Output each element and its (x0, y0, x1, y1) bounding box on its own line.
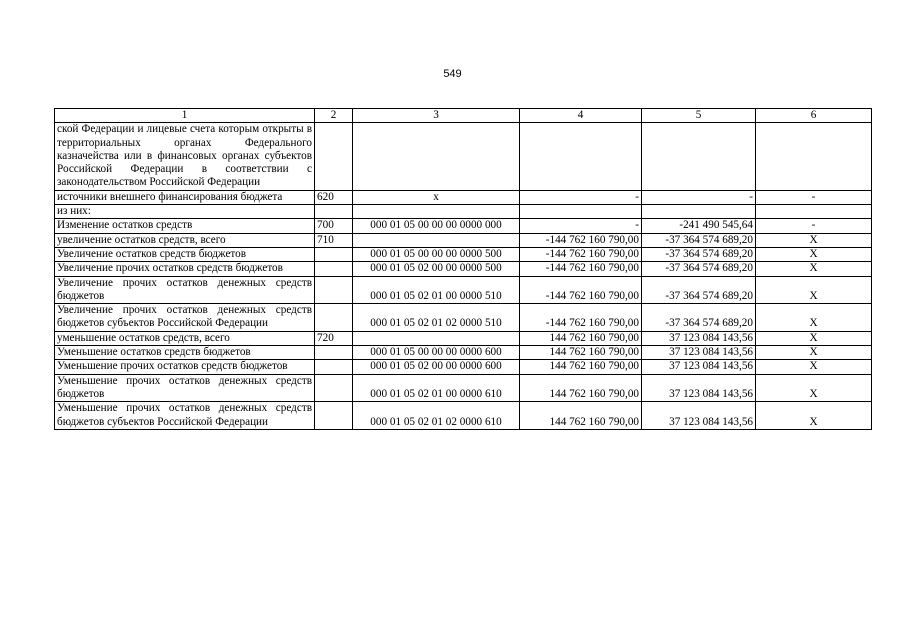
indicator-name: Уменьшение прочих остатков средств бюджетов (55, 360, 315, 374)
indicator-name: Уменьшение прочих остатков денежных средств бюджетов (55, 374, 315, 402)
line-code: 720 (315, 331, 353, 345)
classification-code (353, 205, 520, 219)
table-row (55, 374, 872, 402)
classification-code: 000 01 05 02 00 00 0000 500 (353, 262, 520, 276)
classification-code (353, 233, 520, 247)
unexecuted-amount: X (756, 360, 872, 374)
table-row (55, 219, 872, 233)
executed-amount (642, 205, 756, 219)
unexecuted-amount: X (756, 304, 872, 332)
column-header: 1 (55, 109, 315, 123)
indicator-name: Изменение остатков средств (55, 219, 315, 233)
classification-code: 000 01 05 00 00 00 0000 600 (353, 346, 520, 360)
line-code (315, 374, 353, 402)
classification-code: 000 01 05 02 01 00 0000 610 (353, 374, 520, 402)
classification-code: 000 01 05 00 00 00 0000 000 (353, 219, 520, 233)
line-code (315, 304, 353, 332)
line-code (315, 123, 353, 190)
table-row (55, 190, 872, 204)
approved-amount: -144 762 160 790,00 (520, 262, 642, 276)
table-row (55, 360, 872, 374)
table-body (55, 123, 872, 430)
indicator-name: из них: (55, 205, 315, 219)
column-header: 2 (315, 109, 353, 123)
budget-sources-table (54, 108, 872, 430)
executed-amount: 37 123 084 143,56 (642, 346, 756, 360)
approved-amount: -144 762 160 790,00 (520, 276, 642, 304)
page-number: 549 (443, 68, 462, 80)
line-code (315, 247, 353, 261)
executed-amount: -37 364 574 689,20 (642, 233, 756, 247)
classification-code: x (353, 190, 520, 204)
executed-amount (642, 123, 756, 190)
unexecuted-amount: X (756, 262, 872, 276)
line-code (315, 276, 353, 304)
table-row (55, 276, 872, 304)
column-header: 5 (642, 109, 756, 123)
unexecuted-amount: X (756, 331, 872, 345)
classification-code (353, 123, 520, 190)
indicator-name: Увеличение прочих остатков денежных средств бюджетов (55, 276, 315, 304)
line-code: 700 (315, 219, 353, 233)
unexecuted-amount: X (756, 233, 872, 247)
table-row (55, 331, 872, 345)
classification-code: 000 01 05 02 01 02 0000 510 (353, 304, 520, 332)
executed-amount: -241 490 545,64 (642, 219, 756, 233)
line-code (315, 205, 353, 219)
line-code (315, 346, 353, 360)
column-header: 3 (353, 109, 520, 123)
classification-code: 000 01 05 02 01 00 0000 510 (353, 276, 520, 304)
classification-code: 000 01 05 02 00 00 0000 600 (353, 360, 520, 374)
executed-amount: 37 123 084 143,56 (642, 374, 756, 402)
executed-amount: -37 364 574 689,20 (642, 304, 756, 332)
approved-amount: 144 762 160 790,00 (520, 360, 642, 374)
unexecuted-amount: X (756, 276, 872, 304)
approved-amount: 144 762 160 790,00 (520, 374, 642, 402)
indicator-name: Увеличение прочих остатков денежных средств бюджетов субъектов Российской Федерации (55, 304, 315, 332)
approved-amount: 144 762 160 790,00 (520, 402, 642, 430)
executed-amount: 37 123 084 143,56 (642, 360, 756, 374)
table-row (55, 233, 872, 247)
executed-amount: 37 123 084 143,56 (642, 331, 756, 345)
indicator-name: ской Федерации и лицевые счета которым открыты в территориальных органах Федерального казначейства или в финансовых органах субъектов Российской Федерации в соответствии с законодательством Российской Федерации (55, 123, 315, 190)
column-number-row (55, 109, 872, 123)
unexecuted-amount (756, 205, 872, 219)
table-row (55, 247, 872, 261)
approved-amount (520, 205, 642, 219)
classification-code: 000 01 05 02 01 02 0000 610 (353, 402, 520, 430)
line-code (315, 262, 353, 276)
table-row (55, 123, 872, 190)
unexecuted-amount: X (756, 374, 872, 402)
executed-amount: 37 123 084 143,56 (642, 402, 756, 430)
approved-amount (520, 123, 642, 190)
approved-amount: - (520, 190, 642, 204)
indicator-name: уменьшение остатков средств, всего (55, 331, 315, 345)
indicator-name: Уменьшение остатков средств бюджетов (55, 346, 315, 360)
approved-amount: 144 762 160 790,00 (520, 331, 642, 345)
table-row (55, 402, 872, 430)
unexecuted-amount: X (756, 402, 872, 430)
executed-amount: -37 364 574 689,20 (642, 276, 756, 304)
table-row (55, 346, 872, 360)
table-row (55, 304, 872, 332)
line-code (315, 360, 353, 374)
executed-amount: - (642, 190, 756, 204)
classification-code (353, 331, 520, 345)
classification-code: 000 01 05 00 00 00 0000 500 (353, 247, 520, 261)
column-header: 4 (520, 109, 642, 123)
unexecuted-amount: X (756, 247, 872, 261)
table-row (55, 205, 872, 219)
unexecuted-amount: X (756, 346, 872, 360)
approved-amount: -144 762 160 790,00 (520, 304, 642, 332)
indicator-name: источники внешнего финансирования бюджета (55, 190, 315, 204)
column-header: 6 (756, 109, 872, 123)
line-code: 710 (315, 233, 353, 247)
approved-amount: -144 762 160 790,00 (520, 233, 642, 247)
line-code: 620 (315, 190, 353, 204)
line-code (315, 402, 353, 430)
unexecuted-amount: - (756, 219, 872, 233)
indicator-name: Увеличение прочих остатков средств бюджетов (55, 262, 315, 276)
executed-amount: -37 364 574 689,20 (642, 247, 756, 261)
indicator-name: Увеличение остатков средств бюджетов (55, 247, 315, 261)
indicator-name: Уменьшение прочих остатков денежных средств бюджетов субъектов Российской Федерации (55, 402, 315, 430)
unexecuted-amount: - (756, 190, 872, 204)
unexecuted-amount (756, 123, 872, 190)
approved-amount: -144 762 160 790,00 (520, 247, 642, 261)
indicator-name: увеличение остатков средств, всего (55, 233, 315, 247)
table-row (55, 262, 872, 276)
executed-amount: -37 364 574 689,20 (642, 262, 756, 276)
approved-amount: 144 762 160 790,00 (520, 346, 642, 360)
approved-amount: - (520, 219, 642, 233)
